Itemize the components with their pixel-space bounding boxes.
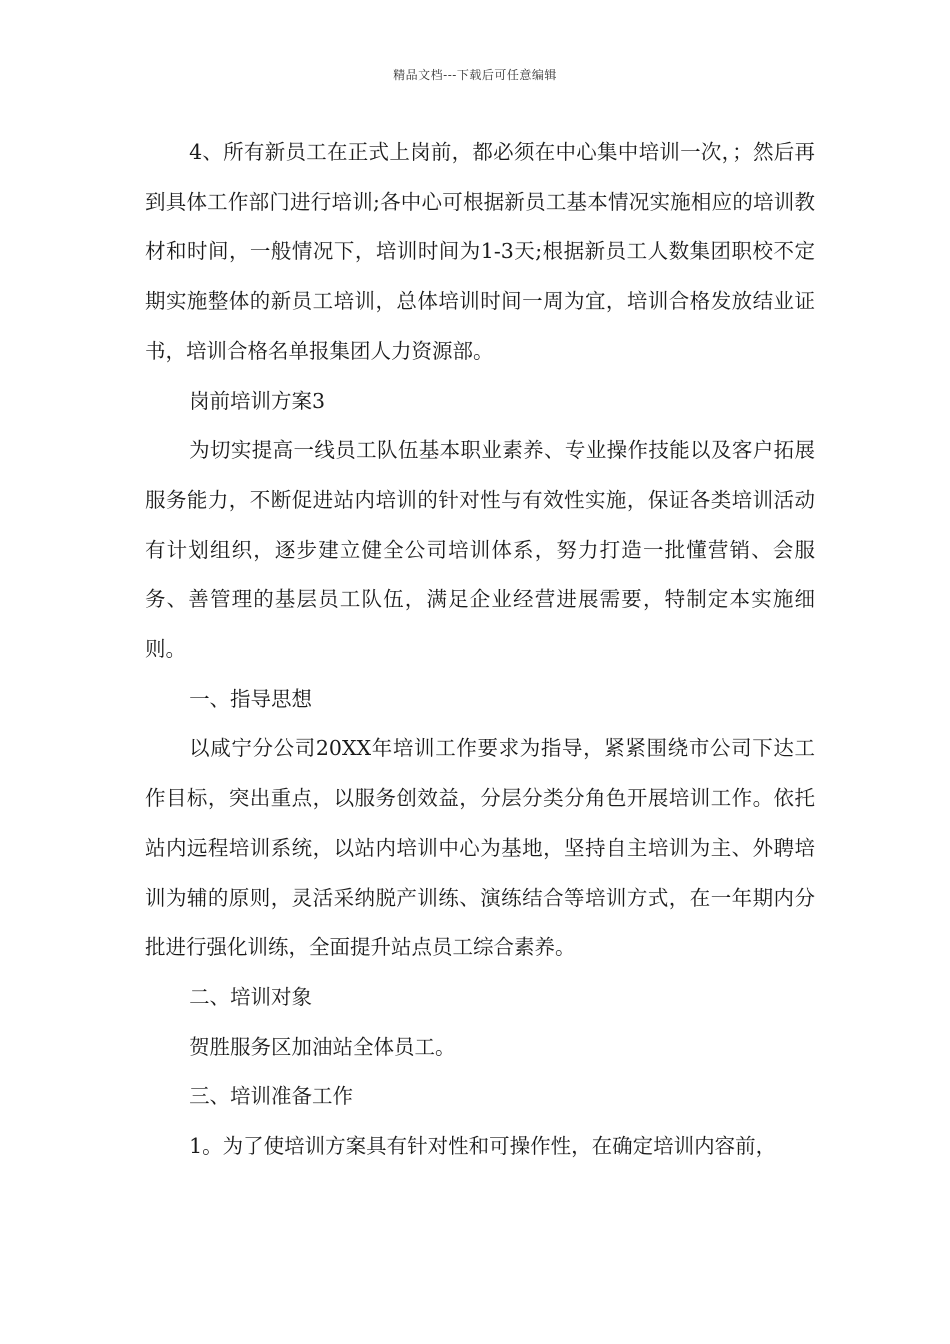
page-header: 精品文档---下载后可任意编辑 — [393, 68, 557, 82]
paragraph-guiding-ideology: 以咸宁分公司20XX年培训工作要求为指导，紧紧围绕市公司下达工作目标，突出重点，以服务创效益，分层分类分角色开展培训工作。依托站内远程培训系统，以站内培训中心为基地，坚持自主培训为主、外聘培训为辅的原则，灵活采纳脱产训练、演练结合等培训方式，在一年期内分批进行强化训练，全面提升站点员工综合素养。 — [145, 736, 815, 960]
paragraph-purpose: 为切实提高一线员工队伍基本职业素养、专业操作技能以及客户拓展服务能力，不断促进站内培训的针对性与有效性实施，保证各类培训活动有计划组织，逐步建立健全公司培训体系，努力打造一批懂营销、会服务、善管理的基层员工队伍，满足企业经营进展需要，特制定本实施细则。 — [145, 438, 815, 662]
paragraph-training-targets: 贺胜服务区加油站全体员工。 — [189, 1034, 456, 1059]
section-title-plan-3: 岗前培训方案3 — [189, 388, 326, 413]
heading-guiding-ideology: 一、指导思想 — [189, 686, 313, 711]
heading-training-targets: 二、培训对象 — [189, 984, 313, 1009]
paragraph-new-staff-training: 4、所有新员工在正式上岗前，都必须在中心集中培训一次，；然后再到具体工作部门进行培训;各中心可根据新员工基本情况实施相应的培训教材和时间，一般情况下，培训时间为1-3天;根据新员工人数集团职校不定期实施整体的新员工培训，总体培训时间一周为宜，培训合格发放结业证书，培训合格名单报集团人力资源部。 — [145, 140, 815, 363]
document-body — [145, 128, 815, 1172]
paragraph-preparation-item-1: 1。为了使培训方案具有针对性和可操作性，在确定培训内容前， — [189, 1134, 777, 1159]
heading-training-preparation: 三、培训准备工作 — [189, 1084, 354, 1109]
